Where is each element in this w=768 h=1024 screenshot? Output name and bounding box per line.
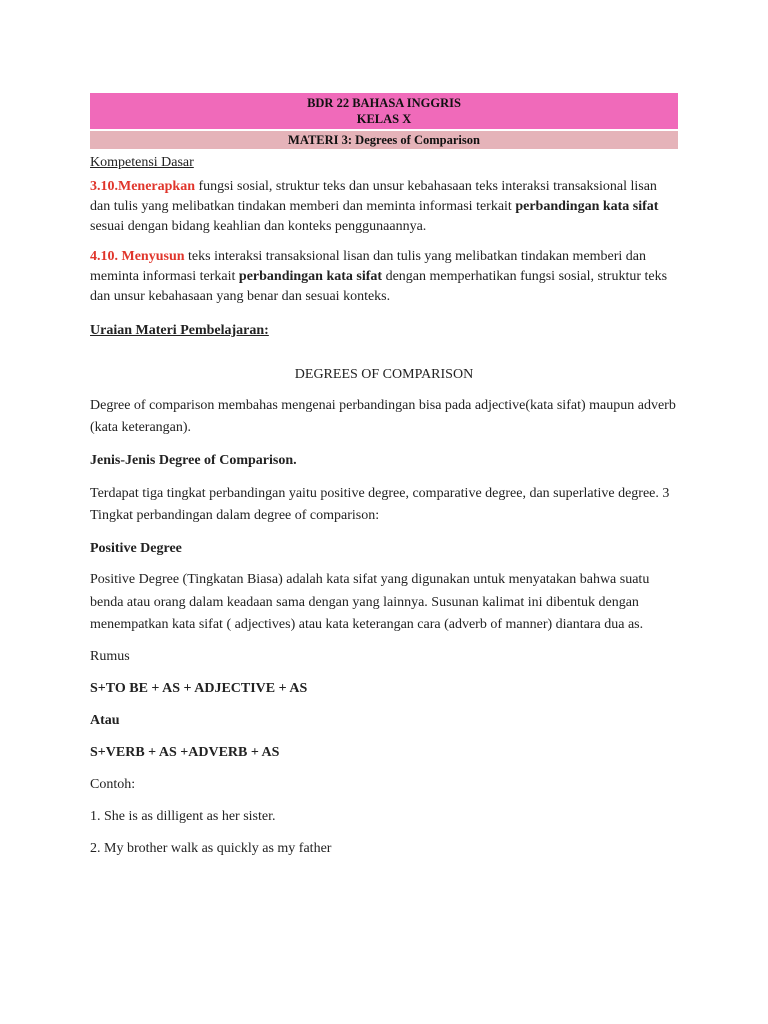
formula-1: S+TO BE + AS + ADJECTIVE + AS [90, 680, 308, 696]
jenis-heading: Jenis-Jenis Degree of Comparison. [90, 453, 297, 468]
kd-item-1-number: 3.10. [90, 179, 118, 194]
kd-item-1-verb: Menerapkan [118, 179, 195, 194]
header-class: KELAS X [356, 112, 412, 126]
kd-item-2-text-a: teks interaksi transaksional lisan dan tulis yang melibatkan tindakan memberi dan meminta informasi terkait [90, 249, 647, 284]
jenis-paragraph: Terdapat tiga tingkat perbandingan yaitu positive degree, comparative degree, dan superlative degree. 3 Tingkat perbandingan dalam degree of comparison: [90, 486, 670, 523]
kd-item-2-verb: Menyusun [121, 249, 185, 264]
kd-item-1-bold: perbandingan kata sifat [515, 199, 659, 214]
header-title: BDR 22 BAHASA INGGRIS [307, 96, 461, 110]
header-subtitle: MATERI 3: Degrees of Comparison [90, 131, 678, 149]
kd-item-2-text-b: dengan memperhatikan fungsi sosial, struktur teks dan unsur kebahasaan yang benar dan sesuai konteks. [90, 269, 668, 304]
intro-paragraph: Degree of comparison membahas mengenai perbandingan bisa pada adjective(kata sifat) maupun adverb (kata keterangan). [90, 398, 676, 435]
example-2: 2. My brother walk as quickly as my father [90, 840, 332, 856]
positive-paragraph: Positive Degree (Tingkatan Biasa) adalah kata sifat yang digunakan untuk menyatakan bahwa suatu benda atau orang dalam keadaan sama dengan yang lainnya. Susunan kalimat ini dibentuk dengan menempatkan kata sifat ( adjectives) atau kata keterangan cara (adverb of manner) diantara dua as. [90, 572, 650, 632]
atau-label: Atau [90, 712, 120, 728]
kd-heading: Kompetensi Dasar [90, 155, 194, 170]
kd-item-1 [90, 177, 678, 237]
kd-item-2 [90, 247, 678, 307]
kd-item-1-text-a: fungsi sosial, struktur teks dan unsur kebahasaan teks interaksi transaksional lisan dan tulis yang melibatkan tindakan memberi dan meminta informasi terkait [90, 179, 657, 214]
contoh-label: Contoh: [90, 776, 136, 792]
example-1: 1. She is as dilligent as her sister. [90, 808, 276, 824]
rumus-label: Rumus [90, 648, 130, 664]
kd-item-1-text-b: sesuai dengan bidang keahlian dan konteks penggunaannya. [90, 219, 427, 234]
header-banner [90, 93, 678, 129]
document-content [90, 93, 678, 859]
formula-2: S+VERB + AS +ADVERB + AS [90, 744, 280, 760]
kd-item-2-number: 4.10. [90, 249, 122, 264]
kd-item-2-bold: perbandingan kata sifat [238, 269, 383, 284]
uraian-heading: Uraian Materi Pembelajaran: [90, 323, 269, 338]
main-title: DEGREES OF COMPARISON [294, 367, 474, 382]
positive-heading: Positive Degree [90, 541, 182, 556]
